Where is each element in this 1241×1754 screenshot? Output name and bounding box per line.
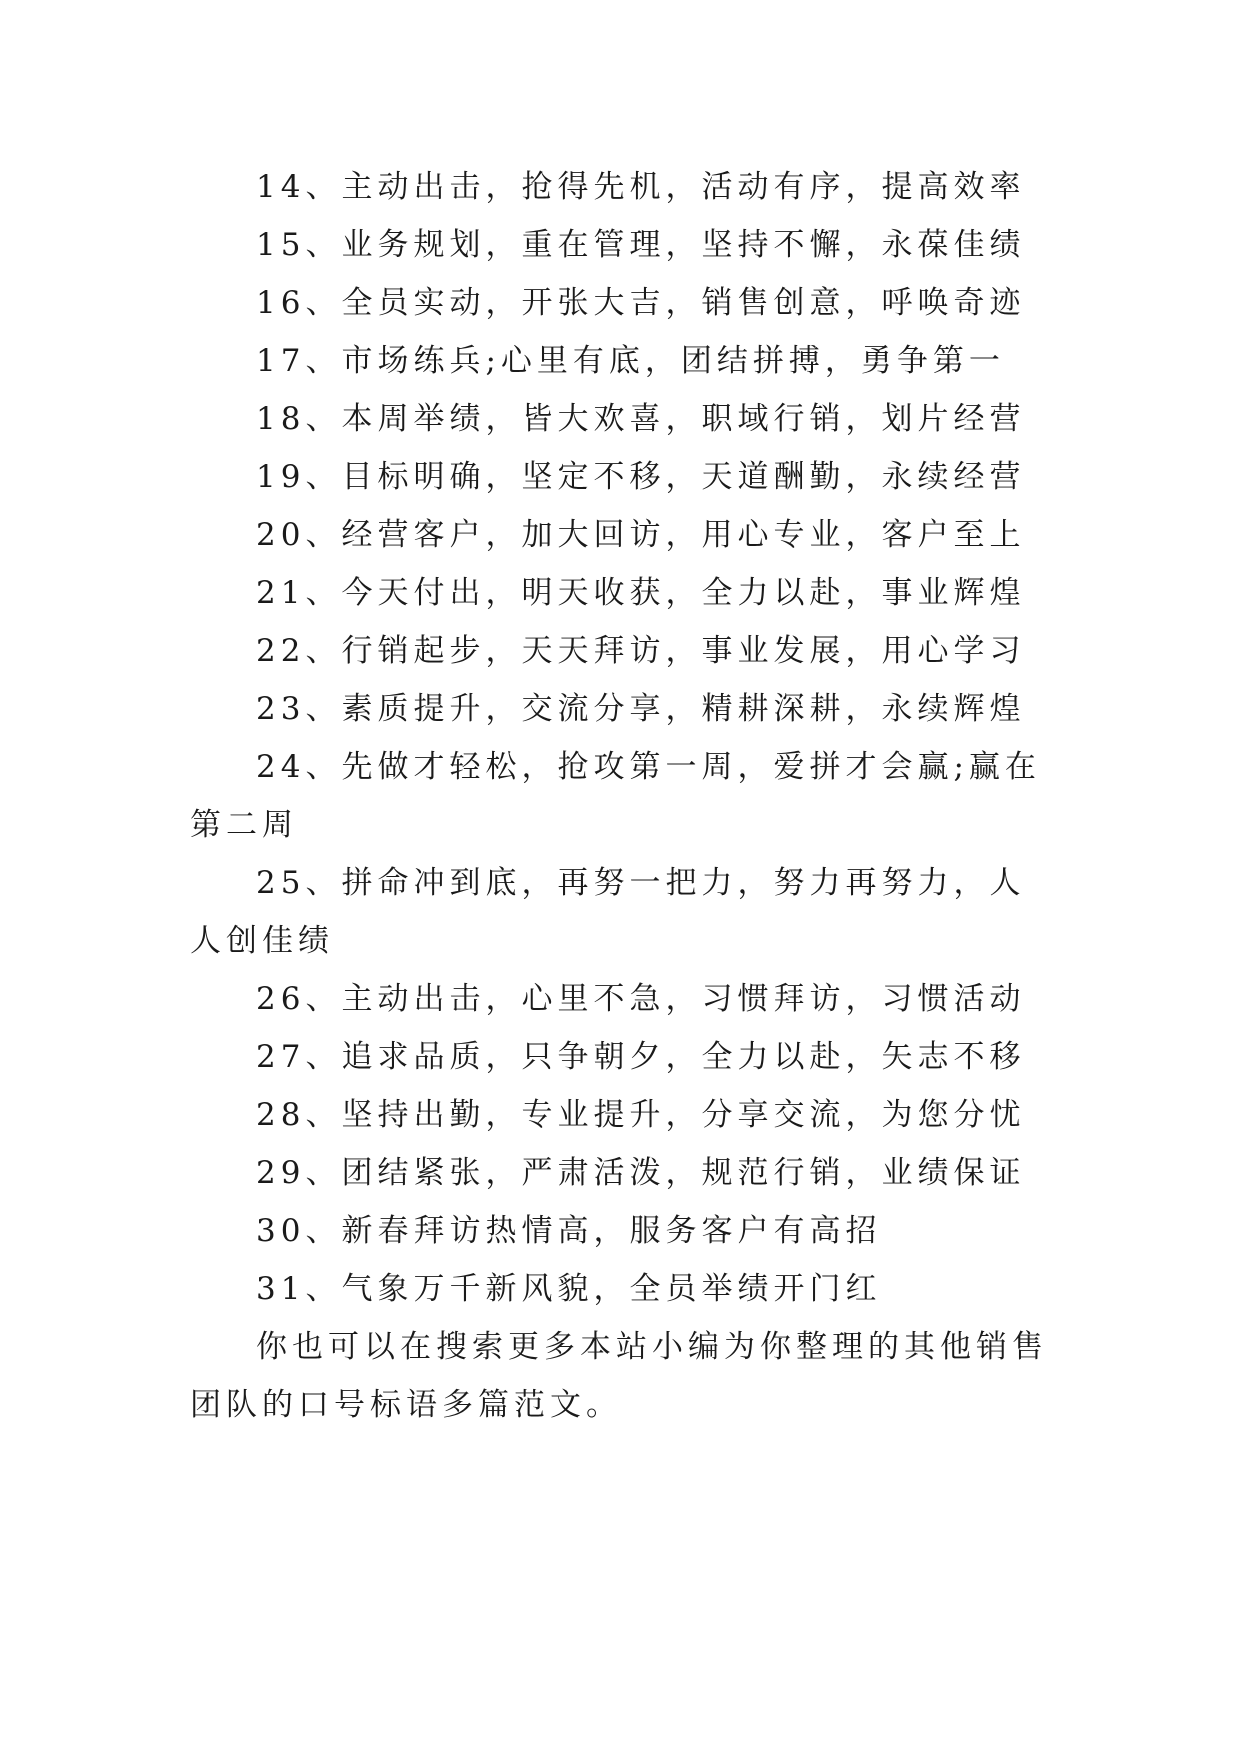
- slogan-item-28: 28、坚持出勤，专业提升，分享交流，为您分忧: [256, 1097, 1026, 1133]
- slogan-item-23: 23、素质提升，交流分享，精耕深耕，永续辉煌: [256, 691, 1026, 727]
- slogan-item-21: 21、今天付出，明天收获，全力以赴，事业辉煌: [256, 575, 1026, 611]
- slogan-item-20: 20、经营客户，加大回访，用心专业，客户至上: [256, 517, 1026, 553]
- slogan-item-24: 24、先做才轻松，抢攻第一周，爱拼才会赢;赢在第二周: [190, 749, 1041, 843]
- slogan-item-26: 26、主动出击，心里不急，习惯拜访，习惯活动: [256, 981, 1026, 1017]
- slogan-item-18: 18、本周举绩，皆大欢喜，职域行销，划片经营: [256, 401, 1026, 437]
- slogan-item-19: 19、目标明确，坚定不移，天道酬勤，永续经营: [256, 459, 1026, 495]
- slogan-item-17: 17、市场练兵;心里有底，团结拼搏，勇争第一: [256, 343, 1005, 379]
- slogan-item-16: 16、全员实动，开张大吉，销售创意，呼唤奇迹: [256, 285, 1026, 321]
- slogan-item-27: 27、追求品质，只争朝夕，全力以赴，矢志不移: [256, 1039, 1026, 1075]
- slogan-item-25: 25、拼命冲到底，再努一把力，努力再努力，人人创佳绩: [190, 865, 1026, 959]
- slogan-item-22: 22、行销起步，天天拜访，事业发展，用心学习: [256, 633, 1026, 669]
- slogan-item-14: 14、主动出击，抢得先机，活动有序，提高效率: [256, 169, 1026, 205]
- slogan-item-29: 29、团结紧张，严肃活泼，规范行销，业绩保证: [256, 1155, 1026, 1191]
- slogan-item-30: 30、新春拜访热情高，服务客户有高招: [256, 1213, 882, 1249]
- closing-paragraph: 你也可以在搜索更多本站小编为你整理的其他销售团队的口号标语多篇范文。: [190, 1329, 1048, 1423]
- slogan-item-31: 31、气象万千新风貌，全员举绩开门红: [256, 1271, 882, 1307]
- document-body: [190, 158, 1050, 1434]
- slogan-item-15: 15、业务规划，重在管理，坚持不懈，永葆佳绩: [256, 227, 1026, 263]
